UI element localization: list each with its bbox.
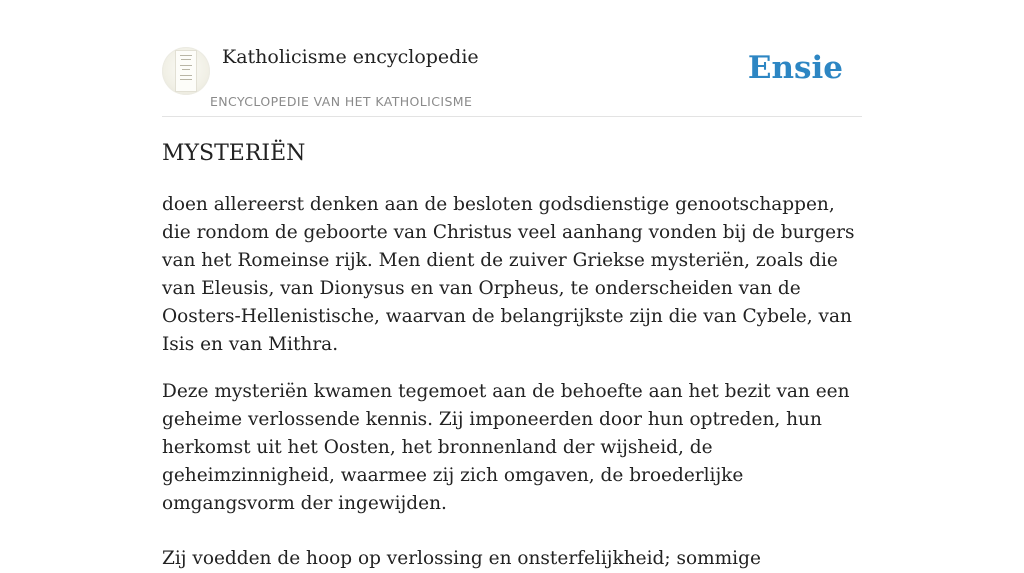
article-paragraph: doen allereerst denken aan de besloten godsdienstige genootschappen, die rondom de geboorte van Christus veel aanhang vonden bij de burgers van het Romeinse rijk. Men dient de zuiver Griekse mysteriën, zoals die van Eleusis, van Dionysus en van Orpheus, te onderscheiden van de Oosters-Hellenistische, waarvan de belangrijkste zijn die van Cybele, van Isis en van Mithra. — [162, 194, 855, 355]
site-title[interactable]: Katholicisme encyclopedie — [222, 46, 479, 68]
site-subtitle: ENCYCLOPEDIE VAN HET KATHOLICISME — [210, 94, 473, 109]
article-title: MYSTERIËN — [162, 141, 306, 166]
article-paragraph: Deze mysteriën kwamen tegemoet aan de behoefte aan het bezit van een geheime verlossende kennis. Zij imponeerden door hun optreden, hun herkomst uit het Oosten, het bronnenland der wijsheid, de geheimzinnigheid, waarmee zij zich omgaven, de broederlijke omgangsvorm der ingewijden. — [162, 381, 850, 514]
encyclopedia-logo[interactable] — [162, 47, 210, 95]
article-paragraph: Zij voedden de hoop op verlossing en onsterfelijkheid; sommige — [162, 548, 761, 569]
site-header — [162, 44, 862, 117]
article — [162, 138, 862, 573]
book-cover-icon — [176, 51, 196, 91]
ensie-logo-link[interactable]: Ensie — [747, 50, 843, 86]
